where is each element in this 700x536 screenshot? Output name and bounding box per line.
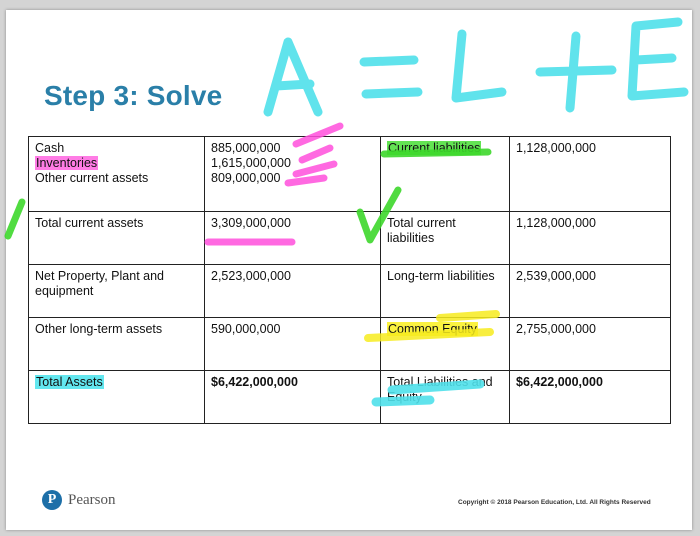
other-long-term-assets-value: 590,000,000 — [205, 318, 381, 371]
table-cell — [29, 371, 205, 424]
total-current-assets-value: 3,309,000,000 — [205, 212, 381, 265]
common-equity-label: Common Equity — [388, 322, 477, 336]
net-ppe-value: 2,523,000,000 — [205, 265, 381, 318]
current-liabilities-value: 1,128,000,000 — [510, 137, 671, 212]
table-cell — [381, 318, 510, 371]
pearson-logo-text: Pearson — [68, 491, 116, 508]
other-current-assets-label: Other current assets — [35, 171, 149, 185]
other-long-term-assets-label: Other long-term assets — [29, 318, 205, 371]
long-term-liabilities-label: Long-term liabilities — [381, 265, 510, 318]
total-current-liabilities-value: 1,128,000,000 — [510, 212, 671, 265]
table-row — [29, 212, 671, 265]
total-current-liabilities-label: Total current liabilities — [381, 212, 510, 265]
table-row — [29, 265, 671, 318]
cash-label: Cash — [35, 141, 65, 155]
total-assets-label: Total Assets — [36, 375, 103, 389]
net-ppe-label: Net Property, Plant and equipment — [29, 265, 205, 318]
total-current-assets-label: Total current assets — [29, 212, 205, 265]
balance-sheet-table — [28, 136, 671, 424]
total-liabilities-equity-value: $6,422,000,000 — [510, 371, 671, 424]
total-assets-value: $6,422,000,000 — [205, 371, 381, 424]
table-row — [29, 371, 671, 424]
current-liabilities-label: Current liabilities — [388, 141, 481, 155]
table-row — [29, 137, 671, 212]
copyright-notice: Copyright © 2018 Pearson Education, Ltd. All Rights Reserved — [458, 499, 651, 506]
pearson-logo — [42, 490, 116, 510]
table-cell — [29, 137, 205, 212]
cash-value: 885,000,000 — [211, 141, 281, 155]
other-current-assets-value: 809,000,000 — [211, 171, 281, 185]
inventories-value: 1,615,000,000 — [211, 156, 291, 170]
slide-title: Step 3: Solve — [44, 80, 223, 111]
table-cell — [381, 137, 510, 212]
table-row — [29, 318, 671, 371]
total-liabilities-equity-label: Total Liabilities and Equity — [381, 371, 510, 424]
table-cell — [205, 137, 381, 212]
common-equity-value: 2,755,000,000 — [510, 318, 671, 371]
pearson-logo-icon: P — [42, 490, 62, 510]
long-term-liabilities-value: 2,539,000,000 — [510, 265, 671, 318]
inventories-label: Inventories — [36, 156, 98, 170]
